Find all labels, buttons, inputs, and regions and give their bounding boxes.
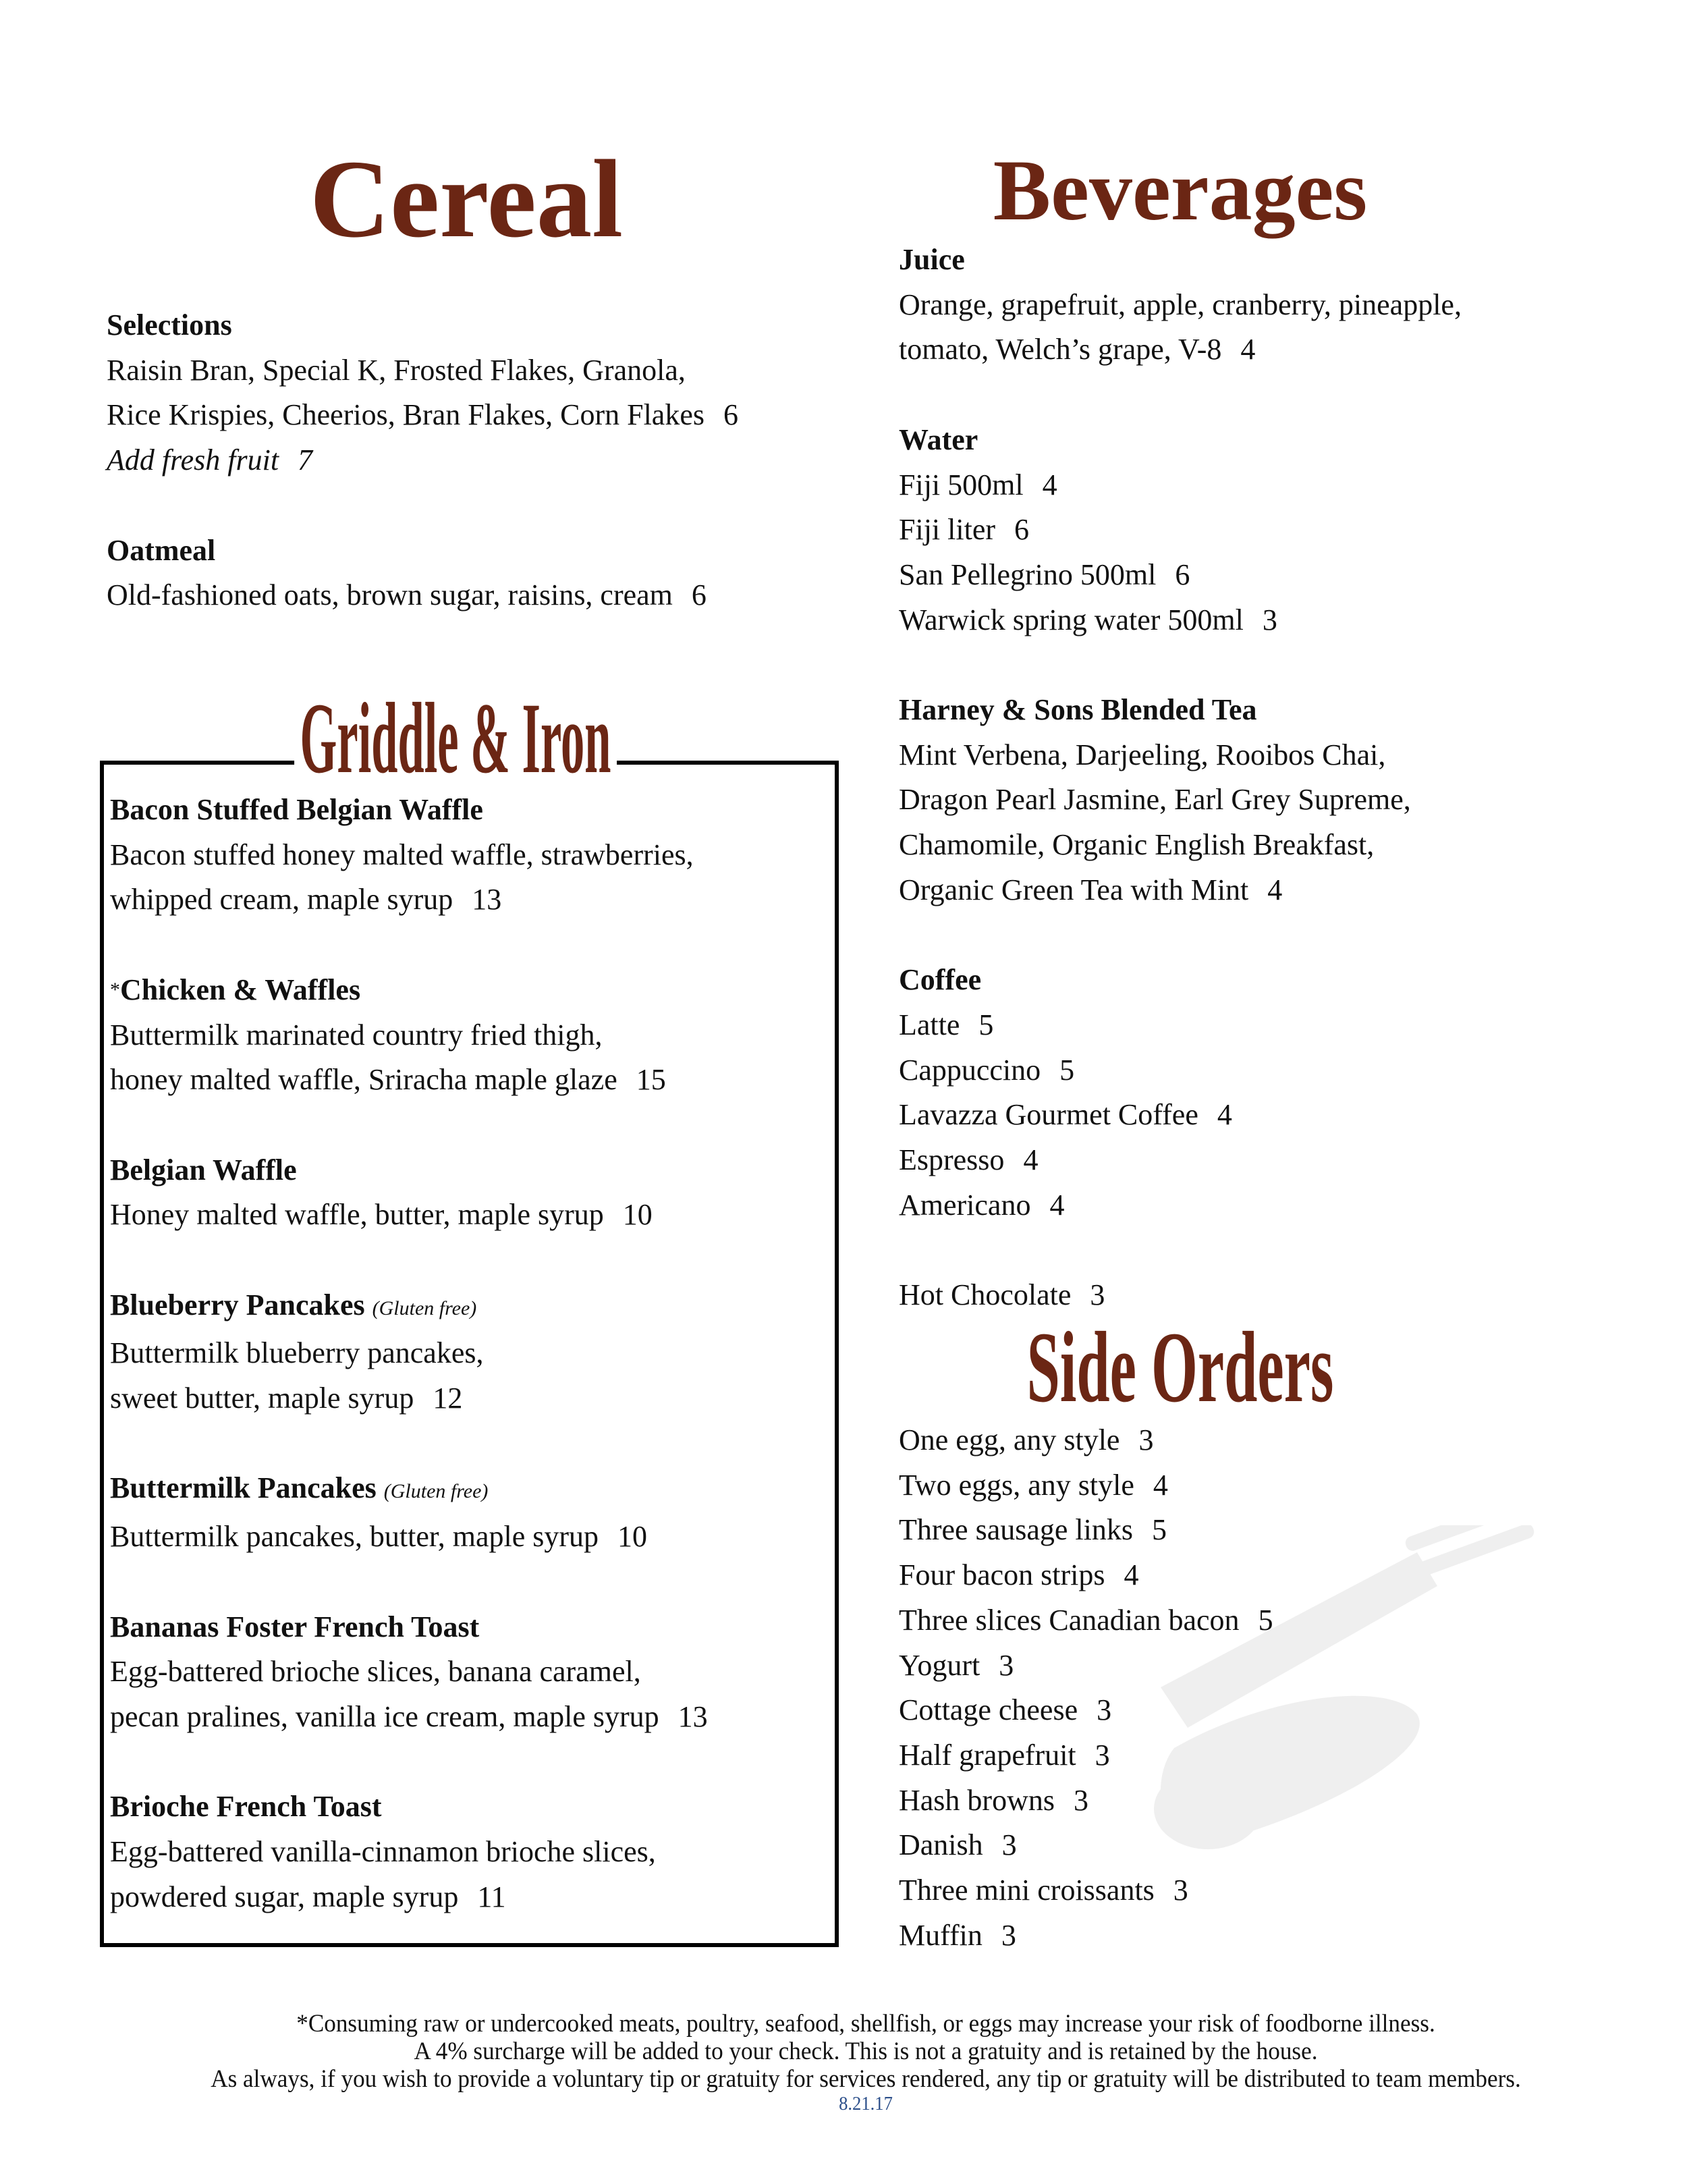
item-description: Warwick spring water 500ml [899, 603, 1244, 636]
item-line [110, 1875, 708, 1920]
item-price: 4 [1267, 873, 1283, 906]
side-orders-section [899, 1418, 1273, 2003]
item-line [110, 1058, 708, 1103]
item-description: Four bacon strips [899, 1558, 1105, 1592]
item-description: Two eggs, any style [899, 1468, 1134, 1502]
item-price: 5 [978, 1008, 994, 1041]
item-name: Harney & Sons Blended Tea [899, 693, 1257, 726]
footer-line: A 4% surcharge will be added to your check. This is not a gratuity and is retained by the house. [414, 2038, 1318, 2065]
item-name: Belgian Waffle [110, 1153, 297, 1186]
item-price: 3 [999, 1648, 1014, 1682]
item-line [110, 1649, 708, 1695]
item-price: 10 [617, 1520, 648, 1554]
item-price: 6 [691, 578, 707, 612]
item-name-row [899, 958, 1462, 1003]
item-name-row [110, 1466, 708, 1514]
item-name-row [107, 303, 738, 348]
item-line [899, 1273, 1462, 1318]
menu-item [110, 968, 708, 1103]
menu-item [110, 1283, 708, 1421]
item-price: 13 [472, 883, 502, 917]
item-price: 3 [1001, 1918, 1016, 1952]
item-note: (Gluten free) [383, 1480, 489, 1503]
item-name: Bananas Foster French Toast [110, 1610, 480, 1643]
item-line [899, 1913, 1273, 1959]
item-price: 4 [1049, 1188, 1065, 1222]
item-name-row [107, 528, 738, 574]
item-line [899, 283, 1462, 328]
item-description: Fiji liter [899, 513, 995, 547]
item-line [899, 1048, 1462, 1093]
item-price: 3 [1262, 603, 1277, 636]
item-price: 3 [1138, 1423, 1154, 1456]
item-line [107, 573, 738, 618]
item-line [110, 1193, 708, 1238]
cereal-heading: Cereal [309, 137, 624, 261]
item-description: Hot Chocolate [899, 1278, 1072, 1312]
item-line [899, 1003, 1462, 1048]
item-description: Honey malted waffle, butter, maple syrup [110, 1198, 604, 1232]
item-description: Fiji 500ml [899, 468, 1024, 501]
item-price: 6 [1014, 513, 1029, 547]
item-price: 3 [1095, 1738, 1110, 1772]
menu-item [107, 303, 738, 483]
item-line [110, 1376, 708, 1421]
item-price: 5 [1059, 1053, 1075, 1087]
item-line [899, 1093, 1462, 1138]
item-price: 15 [636, 1063, 666, 1097]
beverages-section [899, 238, 1462, 1363]
footer-line: As always, if you wish to provide a voluntary tip or gratuity for services rendered, any tip or gratuity will be distributed to team members. [211, 2065, 1521, 2093]
item-line [899, 553, 1462, 598]
footer [43, 2010, 1687, 2116]
menu-item [107, 528, 738, 618]
item-price: 3 [1173, 1874, 1188, 1907]
item-description: Egg-battered brioche slices, banana caramel, [110, 1655, 641, 1689]
item-price: 4 [1240, 333, 1256, 366]
item-price: 12 [433, 1382, 463, 1415]
item-line [899, 777, 1462, 823]
item-description: Organic Green Tea with Mint [899, 873, 1249, 906]
item-description: Half grapefruit [899, 1738, 1076, 1772]
footer-line: *Consuming raw or undercooked meats, poultry, seafood, shellfish, or eggs may increase your risk of foodborne illness. [296, 2010, 1435, 2038]
item-line [899, 1418, 1273, 1463]
item-line [899, 463, 1462, 508]
item-price: 5 [1258, 1603, 1273, 1637]
item-line [107, 393, 738, 438]
item-price: 7 [298, 443, 313, 477]
item-line [899, 1868, 1273, 1913]
item-line [899, 733, 1462, 778]
item-description: Add fresh fruit [107, 443, 279, 477]
item-description: Egg-battered vanilla-cinnamon brioche slices, [110, 1835, 656, 1869]
item-name: Coffee [899, 963, 982, 997]
item-price: 10 [622, 1198, 653, 1232]
menu-item [899, 1273, 1462, 1318]
menu-date: 8.21.17 [839, 2094, 893, 2114]
item-description: Chamomile, Organic English Breakfast, [899, 828, 1375, 862]
item-description: Yogurt [899, 1648, 980, 1682]
item-line [899, 1733, 1273, 1778]
item-description: Three mini croissants [899, 1874, 1155, 1907]
menu-item [110, 1784, 708, 1919]
item-name: Buttermilk Pancakes [110, 1471, 377, 1505]
item-name-row [110, 1784, 708, 1830]
item-name: Oatmeal [107, 533, 216, 567]
item-name-row [110, 1148, 708, 1193]
item-line [107, 348, 738, 393]
item-description: Mint Verbena, Darjeeling, Rooibos Chai, [899, 738, 1386, 771]
item-description: Cottage cheese [899, 1693, 1078, 1727]
item-price: 6 [723, 398, 738, 432]
item-line [899, 1138, 1462, 1183]
item-line [899, 1553, 1273, 1598]
item-description: whipped cream, maple syrup [110, 883, 453, 917]
item-name: Bacon Stuffed Belgian Waffle [110, 793, 483, 826]
item-description: sweet butter, maple syrup [110, 1382, 414, 1415]
item-line [899, 1598, 1273, 1643]
item-description: Cappuccino [899, 1053, 1041, 1087]
item-description: tomato, Welch’s grape, V-8 [899, 333, 1222, 366]
item-price: 4 [1124, 1558, 1139, 1592]
item-line [899, 1688, 1273, 1733]
item-description: Three sausage links [899, 1513, 1133, 1547]
item-name-row [899, 238, 1462, 283]
item-description: Bacon stuffed honey malted waffle, strawberries, [110, 838, 694, 871]
menu-item [110, 788, 708, 923]
item-description: Espresso [899, 1143, 1005, 1177]
griddle-section [110, 788, 708, 1965]
item-price: 13 [677, 1699, 708, 1733]
item-line [899, 327, 1462, 373]
item-line [110, 877, 708, 923]
item-description: Americano [899, 1188, 1031, 1222]
item-line [899, 508, 1462, 553]
menu-item [110, 1605, 708, 1740]
item-name: Brioche French Toast [110, 1790, 382, 1824]
item-description: Muffin [899, 1918, 983, 1952]
item-price: 4 [1042, 468, 1057, 501]
item-name: Chicken & Waffles [120, 973, 361, 1006]
item-description: Latte [899, 1008, 960, 1041]
item-line [110, 1013, 708, 1058]
item-price: 4 [1217, 1098, 1232, 1132]
cereal-section [107, 303, 738, 663]
side-orders-heading: Side Orders [1026, 1311, 1334, 1423]
item-name: Juice [899, 243, 965, 276]
item-price: 3 [1001, 1828, 1017, 1862]
item-description: One egg, any style [899, 1423, 1120, 1456]
item-price: 4 [1023, 1143, 1039, 1177]
item-description: Raisin Bran, Special K, Frosted Flakes, Granola, [107, 353, 686, 387]
item-line [899, 1823, 1273, 1868]
item-description: Buttermilk marinated country fried thigh, [110, 1018, 603, 1052]
item-price: 3 [1073, 1783, 1088, 1817]
item-line [110, 833, 708, 878]
item-line [107, 438, 738, 483]
item-name-row [110, 788, 708, 833]
item-prefix: * [110, 978, 120, 1001]
menu-item [899, 238, 1462, 373]
menu-item [899, 688, 1462, 913]
item-name-row [110, 1605, 708, 1650]
item-description: Old-fashioned oats, brown sugar, raisins, cream [107, 578, 673, 612]
item-line [899, 1463, 1273, 1508]
item-description: powdered sugar, maple syrup [110, 1880, 459, 1913]
item-name-row [110, 1283, 708, 1332]
item-price: 6 [1175, 557, 1190, 591]
item-line [110, 1695, 708, 1740]
item-line [110, 1830, 708, 1875]
item-name-row [110, 968, 708, 1013]
item-description: Orange, grapefruit, apple, cranberry, pineapple, [899, 288, 1462, 321]
item-description: Rice Krispies, Cheerios, Bran Flakes, Corn Flakes [107, 398, 704, 432]
item-price: 11 [477, 1880, 506, 1913]
item-note: (Gluten free) [372, 1296, 477, 1319]
menu-item [899, 418, 1462, 643]
menu-item [899, 958, 1462, 1228]
item-line [899, 868, 1462, 913]
item-description: Buttermilk blueberry pancakes, [110, 1336, 484, 1370]
item-description: Dragon Pearl Jasmine, Earl Grey Supreme, [899, 783, 1411, 817]
item-description: Buttermilk pancakes, butter, maple syrup [110, 1520, 599, 1554]
item-description: Lavazza Gourmet Coffee [899, 1098, 1198, 1132]
item-price: 3 [1090, 1278, 1105, 1312]
item-line [899, 823, 1462, 868]
item-name-row [899, 688, 1462, 733]
item-name: Selections [107, 308, 232, 342]
item-line [110, 1514, 708, 1560]
beverages-heading: Beverages [993, 142, 1368, 238]
item-description: San Pellegrino 500ml [899, 557, 1157, 591]
item-line [899, 1643, 1273, 1689]
item-line [899, 1778, 1273, 1824]
menu-item [899, 1418, 1273, 1958]
item-description: Hash browns [899, 1783, 1055, 1817]
item-line [110, 1331, 708, 1376]
item-price: 5 [1152, 1513, 1167, 1547]
item-name-row [899, 418, 1462, 463]
item-description: Three slices Canadian bacon [899, 1603, 1240, 1637]
item-price: 3 [1097, 1693, 1112, 1727]
item-description: pecan pralines, vanilla ice cream, maple syrup [110, 1699, 659, 1733]
griddle-heading: Griddle & Iron [294, 695, 617, 782]
item-line [899, 1183, 1462, 1228]
menu-item [110, 1148, 708, 1238]
item-price: 4 [1153, 1468, 1168, 1502]
item-name: Blueberry Pancakes [110, 1288, 365, 1321]
item-line [899, 598, 1462, 643]
item-description: Danish [899, 1828, 983, 1862]
item-name: Water [899, 422, 978, 456]
menu-item [110, 1466, 708, 1559]
item-description: honey malted waffle, Sriracha maple glaze [110, 1063, 617, 1097]
item-line [899, 1508, 1273, 1553]
